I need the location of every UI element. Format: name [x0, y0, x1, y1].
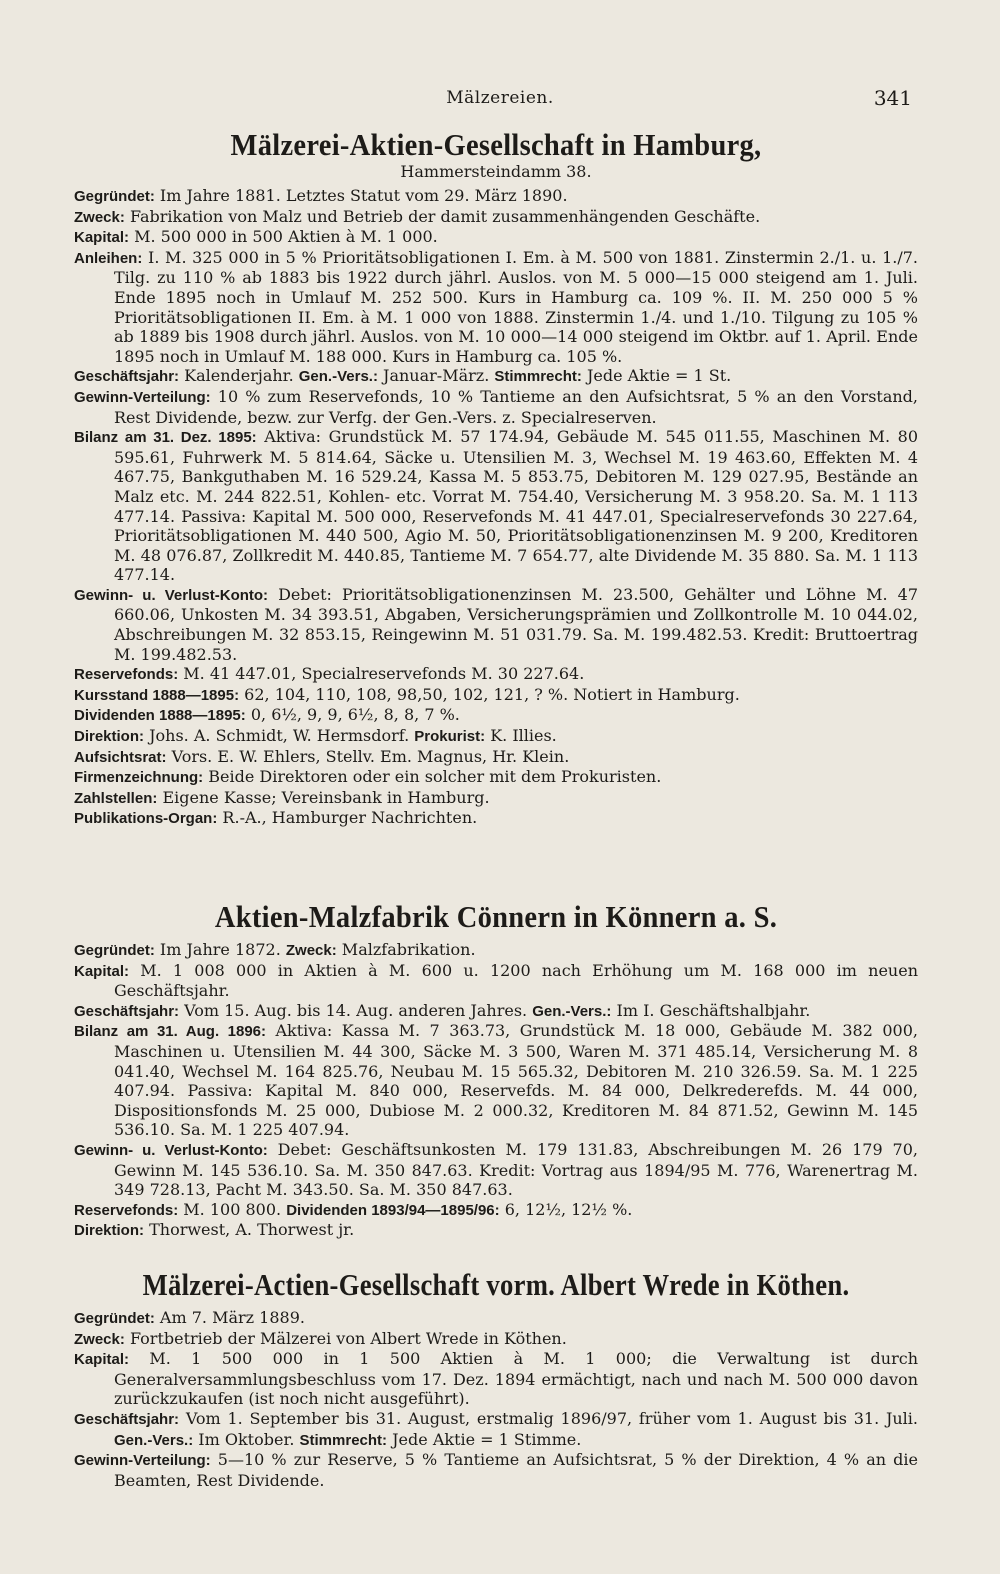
entry-paragraph — [74, 427, 918, 585]
entry-paragraph — [74, 1140, 918, 1200]
entry-paragraph — [74, 1349, 918, 1409]
entry-paragraph — [74, 961, 918, 1001]
entry-label: Direktion: — [74, 728, 145, 746]
entry-paragraph — [74, 705, 918, 726]
entry-label: Zahlstellen: — [74, 789, 158, 807]
section-hamburg — [74, 128, 918, 829]
entry-text: Im I. Geschäftshalbjahr. — [611, 1000, 811, 1020]
entry-text: 6, 12½, 12½ %. — [499, 1199, 633, 1219]
entry-text: Januar-März. — [377, 366, 495, 386]
entry-label: Gen.-Vers.: — [114, 1431, 194, 1449]
entry-label: Gewinn-Verteilung: — [74, 1452, 211, 1470]
entry-text: Jede Aktie = 1 Stimme. — [387, 1429, 582, 1449]
entry-paragraph — [74, 227, 918, 248]
entry-paragraph — [74, 747, 918, 768]
entry-label: Zweck: — [74, 208, 125, 226]
entry-text: Am 7. März 1889. — [154, 1308, 305, 1327]
entry-text: Kalenderjahr. — [179, 366, 299, 386]
entry-label: Gegründet: — [74, 188, 155, 205]
entry-label: Geschäftsjahr: — [74, 1410, 180, 1428]
entry-label: Kursstand 1888—1895: — [74, 686, 240, 704]
entry-text: Vors. E. W. Ehlers, Stellv. Em. Magnus, Hr. Klein. — [166, 746, 570, 766]
entry-paragraph — [74, 366, 918, 387]
entry-text: M. 41 447.01, Specialreservefonds M. 30 227.64. — [178, 664, 585, 684]
entry-label: Dividenden 1893/94—1895/96: — [286, 1201, 500, 1219]
entry-label: Firmenzeichnung: — [74, 769, 204, 787]
entry-label: Zweck: — [74, 1330, 125, 1348]
entry-text: R.-A., Hamburger Nachrichten. — [217, 808, 478, 828]
entry-paragraph — [74, 1450, 918, 1490]
entry-paragraph — [74, 726, 918, 747]
entry-label: Stimmrecht: — [494, 368, 582, 386]
section-title: Mälzerei-Actien-Gesellschaft vorm. Albert Wrede in Köthen. — [142, 1267, 850, 1302]
entry-paragraph — [74, 248, 918, 367]
entry-text: Aktiva: Grundstück M. 57 174.94, Gebäude M. 545 011.55, Maschinen M. 80 595.61, Fuhrwerk M. 5 814.64, Säcke u. Utensilien M. 3, Wechsel M. 19 463.60, Effekten M. 4 467.75, Bankguthaben M. 16 529.24, Kassa M. 5 853.75, Debitoren M. 129 027.95, Bestände an Malz etc. M. 244 822.51, Kohlen- etc. Vorrat M. 754.40, Versicherung M. 3 958.20. Sa. M. 1 113 477.14. Passiva: Kapital M. 500 000, Reservefonds M. 41 447.01, Specialreservefonds 30 227.64, Prioritätsobligationen M. 440 500, Agio M. 50, Prioritätsobligationenzinsen M. 9 200, Kreditoren M. 48 076.87, Zollkredit M. 440.85, Tantieme M. 7 654.77, alte Dividende M. 35 880. Sa. M. 1 113 477.14. — [114, 427, 918, 585]
entry-text: Im Jahre 1881. Letztes Statut vom 29. März 1890. — [154, 186, 568, 205]
entry-label: Kapital: — [74, 1351, 130, 1369]
entry-text: Debet: Prioritätsobligationenzinsen M. 23.500, Gehälter und Löhne M. 47 660.06, Unkosten M. 34 393.51, Abgaben, Versicherungsprämien und Zollkontrolle M. 10 044.02, Abschreibungen M. 32 853.15, Reingewinn M. 51 031.79. Sa. M. 199.482.53. Kredit: Bruttoertrag M. 199.482.53. — [114, 584, 919, 664]
entry-label: Prokurist: — [414, 728, 486, 746]
entry-paragraph — [74, 1329, 918, 1350]
entry-label: Gen.-Vers.: — [298, 368, 378, 386]
entry-label: Anleihen: — [74, 249, 143, 267]
entry-text: M. 500 000 in 500 Aktien à M. 1 000. — [129, 227, 438, 247]
entry-text: Jede Aktie = 1 St. — [581, 366, 732, 386]
section-title: Mälzerei-Aktien-Gesellschaft in Hamburg, — [230, 127, 762, 162]
entry-text: 5—10 % zur Reserve, 5 % Tantieme an Aufsichtsrat, 5 % der Direktion, 4 % an die Beamten, Rest Dividende. — [114, 1450, 918, 1490]
entry-paragraph — [74, 207, 918, 228]
entry-paragraph — [74, 940, 918, 961]
entry-text: Vom 1. September bis 31. August, erstmalig 1896/97, früher vom 1. August bis 31. Juli. — [179, 1408, 918, 1428]
entry-label: Stimmrecht: — [299, 1431, 388, 1449]
section-koennern — [74, 900, 918, 1241]
section-title: Aktien-Malzfabrik Cönnern in Könnern a. S. — [214, 899, 778, 934]
entry-text: Debet: Geschäftsunkosten M. 179 131.83, Abschreibungen M. 26 179 70, Gewinn M. 145 536.10. Sa. M. 350 847.63. Kredit: Vortrag aus 1894/95 M. 776, Warenertrag M. 349 728.13, Pacht M. 343.50. Sa. M. 350 847.63. — [114, 1139, 918, 1200]
section-koethen — [74, 1268, 918, 1490]
entry-text: Beide Direktoren oder ein solcher mit dem Prokuristen. — [203, 767, 662, 787]
entry-text: 0, 6½, 9, 9, 6½, 8, 8, 7 %. — [245, 705, 460, 725]
entry-paragraph — [74, 1409, 918, 1450]
entry-text: M. 100 800. — [178, 1199, 287, 1219]
entry-paragraph — [74, 808, 918, 829]
section-address: Hammersteindamm 38. — [400, 162, 592, 181]
entry-text: M. 1 008 000 in Aktien à M. 600 u. 1200 nach Erhöhung um M. 168 000 im neuen Geschäftsjahr. — [114, 960, 918, 1001]
entry-text: Fortbetrieb der Mälzerei von Albert Wrede in Köthen. — [124, 1328, 567, 1348]
page-number: 341 — [873, 86, 912, 110]
entry-text: 62, 104, 110, 108, 98,50, 102, 121, ? %. Notiert in Hamburg. — [239, 684, 740, 704]
entry-label: Kapital: — [74, 962, 130, 980]
entry-paragraph — [74, 685, 918, 706]
entry-paragraph — [74, 1308, 918, 1329]
entry-label: Gegründet: — [74, 942, 155, 959]
entry-paragraph — [74, 1021, 918, 1140]
entry-text: Malzfabrikation. — [336, 940, 476, 959]
entry-text: K. Illies. — [485, 726, 557, 746]
entry-paragraph — [74, 1001, 918, 1022]
entry-label: Kapital: — [74, 229, 130, 247]
entry-paragraph — [74, 1200, 918, 1221]
entry-text: Im Oktober. — [193, 1429, 300, 1449]
entry-text: Eigene Kasse; Vereinsbank in Hamburg. — [157, 787, 490, 807]
entry-paragraph — [74, 788, 918, 809]
entry-label: Dividenden 1888—1895: — [74, 707, 246, 725]
entry-text: M. 1 500 000 in 1 500 Aktien à M. 1 000; die Verwaltung ist durch Generalversammlungsbeschluss vom 17. Dez. 1894 ermächtigt, nach und nach M. 500 000 davon zurückzukaufen (ist noch nicht ausgeführt). — [114, 1349, 918, 1409]
entry-text: Fabrikation von Malz und Betrieb der damit zusammenhängenden Geschäfte. — [124, 206, 761, 226]
entry-label: Direktion: — [74, 1222, 145, 1240]
entry-text: Thorwest, A. Thorwest jr. — [144, 1220, 355, 1240]
entry-label: Gewinn- u. Verlust-Konto: — [74, 1141, 268, 1159]
entry-label: Geschäftsjahr: — [74, 368, 180, 386]
entry-label: Gegründet: — [74, 1310, 155, 1327]
entry-label: Gen.-Vers.: — [532, 1002, 612, 1020]
entry-label: Publikations-Organ: — [74, 810, 218, 828]
entry-paragraph — [74, 387, 918, 427]
running-title: Mälzereien. — [446, 88, 554, 108]
entry-text: Aktiva: Kassa M. 7 363.73, Grundstück M. 18 000, Gebäude M. 382 000, Maschinen u. Utensilien M. 44 300, Säcke M. 3 500, Waren M. 371 485.14, Versicherung M. 8 041.40, Wechsel M. 164 825.76, Neubau M. 15 565.32, Debitoren M. 210 326.59. Sa. M. 1 225 407.94. Passiva: Kapital M. 840 000, Reservefds. M. 84 000, Delkrederefds. M. 44 000, Dispositionsfonds M. 25 000, Dubiose M. 2 000.32, Kreditoren M. 84 871.52, Gewinn M. 145 536.10. Sa. M. 1 225 407.94. — [114, 1021, 918, 1140]
entry-text: Johs. A. Schmidt, W. Hermsdorf. — [144, 726, 415, 746]
entry-text: Vom 15. Aug. bis 14. Aug. anderen Jahres. — [179, 1000, 533, 1020]
entry-text: I. M. 325 000 in 5 % Prioritätsobligationen I. Em. à M. 500 von 1881. Zinstermin 2./1. u. 1./7. Tilg. zu 110 % ab 1883 bis 1922 durch jährl. Auslos. von M. 5 000—15 000 steigend am 1. Juli. Ende 1895 noch in Umlauf M. 252 500. Kurs in Hamburg ca. 109 %. II. M. 250 000 5 % Prioritätsobligationen II. Em. à M. 1 000 von 1888. Zinstermin 1./4. und 1./10. Tilgung zu 105 % ab 1889 bis 1908 durch jährl. Auslos. von M. 10 000—14 000 steigend im Oktbr. auf 1. April. Ende 1895 noch in Umlauf M. 188 000. Kurs in Hamburg ca. 105 %. — [114, 247, 918, 366]
entry-paragraph — [74, 1220, 918, 1241]
entry-label: Aufsichtsrat: — [74, 748, 167, 766]
entry-label: Reservefonds: — [74, 1201, 179, 1219]
entry-text: Im Jahre 1872. — [154, 940, 286, 959]
entry-label: Bilanz am 31. Aug. 1896: — [74, 1023, 267, 1041]
entry-paragraph — [74, 767, 918, 788]
entry-paragraph — [74, 186, 918, 207]
entry-label: Geschäftsjahr: — [74, 1002, 180, 1020]
entry-paragraph — [74, 664, 918, 685]
entry-label: Gewinn-Verteilung: — [74, 388, 211, 406]
entry-label: Gewinn- u. Verlust-Konto: — [74, 586, 269, 604]
entry-text: 10 % zum Reservefonds, 10 % Tantieme an den Aufsichtsrat, 5 % an den Vorstand, Rest Dividende, bezw. zur Verfg. der Gen.-Vers. z. Specialreserven. — [114, 386, 918, 427]
entry-label: Reservefonds: — [74, 666, 179, 684]
entry-label: Bilanz am 31. Dez. 1895: — [74, 429, 257, 447]
entry-paragraph — [74, 585, 918, 664]
entry-label: Zweck: — [285, 942, 337, 959]
